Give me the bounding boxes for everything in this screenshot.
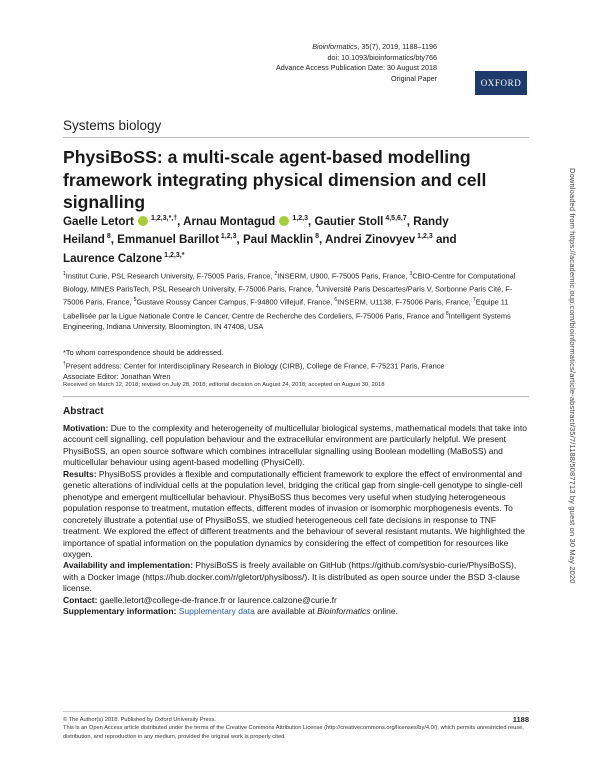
paper-title: PhysiBoSS: a multi-scale agent-based modelling framework integrating physical dimension and cell signalling <box>63 147 487 212</box>
affiliation-number: 3 <box>409 271 413 277</box>
results-text: PhysiBoSS provides a flexible and computationally efficient framework to explore the effect of environmental and genetic alterations of individual cells at the population level, bridging the critical gap from single-cell genotype to single-cell phenotype and emergent multicellular behaviour. PhysiBoSS thus becomes very useful when studying heterogeneous population response to treatment, mutation effects, different modes of invasion or isomorphic morphogenesis events. To concretely illustrate a potential use of PhysiBoSS, we studied heterogeneous cell fate decisions in response to TNF treatment. We explored the effect of different treatments and the behaviour of several resistant mutants. We highlighted the importance of spatial information on the population dynamics by considering the effect of competition for resources like oxygen. <box>63 468 525 559</box>
availability-text[interactable]: PhysiBoSS is freely available on GitHub (https://github.com/sysbio-curie/PhysiBoSS), with a Docker image (https://hub.docker.com/r/gletort/physiboss/). It is distributed as open source under the BSD 3-clause license. <box>63 560 520 594</box>
supplementary-journal: Bioinformatics <box>317 606 371 617</box>
author-affiliation-marker: 8 <box>104 233 111 241</box>
affiliation-text: INSERM, U1138, F-75006 Paris, France, <box>337 297 473 307</box>
supplementary-end-text: online. <box>370 606 398 617</box>
affiliations <box>63 269 529 332</box>
motivation-label: Motivation: <box>63 423 109 433</box>
journal-citation <box>276 42 437 53</box>
author-name: Gautier Stoll <box>314 214 384 228</box>
supplementary-mid-text: are available at <box>254 606 318 617</box>
abstract-divider <box>63 396 529 397</box>
affiliation-number: 4 <box>315 284 319 291</box>
author-affiliation-marker: 1,2,3,*,† <box>149 215 178 222</box>
author-affiliation-marker: 1,2,3 <box>218 233 237 241</box>
author-name: Gaelle Letort <box>63 214 134 228</box>
doi[interactable]: doi: 10.1093/bioinformatics/bty766 <box>327 52 437 62</box>
journal-name: Bioinformatics <box>312 42 358 51</box>
oxford-logo: OXFORD <box>475 71 527 95</box>
abstract-results <box>63 469 529 561</box>
affiliation-number: 8 <box>445 310 449 317</box>
page-number: 1188 <box>512 715 529 724</box>
affiliation-text: Université Paris Descartes/Paris V, Sorbonne Paris Cité, F-75006 Paris, France, <box>63 284 513 307</box>
abstract-availability <box>63 560 529 594</box>
contact-label: Contact: <box>63 594 98 605</box>
abstract-contact <box>63 595 529 606</box>
orcid-icon[interactable] <box>138 216 148 226</box>
correspondence-note: *To whom correspondence should be addressed. <box>63 348 224 357</box>
affiliation-text: INSERM, U900, F-75005 Paris, France, <box>277 271 410 281</box>
download-watermark: Downloaded from https://academic.oup.com/bioinformatics/article-abstract/35/7/1188/5087713 by guest on 30 May 2020 <box>568 168 577 584</box>
results-label: Results: <box>63 468 97 479</box>
journal-meta <box>276 42 437 84</box>
affiliation-text: Gustave Roussy Cancer Campus, F-94800 Villejuif, France, <box>136 297 335 307</box>
author-affiliation-marker: 4,5,6,7 <box>383 215 407 222</box>
author-name: Laurence Calzone <box>63 251 163 265</box>
author-affiliation-marker: 1,2,3 <box>290 215 308 222</box>
present-address-text: Present address: Center for Interdisciplinary Research in Biology (CIRB), College de France, F-75231 Paris, France <box>65 361 445 371</box>
motivation-text: Due to the complexity and heterogeneity of multicellular biological systems, mathematical models that take into account cell signalling, cell population behaviour and the extracellular environment are particularly helpful. We present PhysiBoSS, an open source software which combines intracellular signalling using Boolean modelling (MaBoSS) and multicellular behaviour using agent-based modelling (PhysiCell). <box>63 423 527 468</box>
author-affiliation-marker: 8 <box>313 233 320 241</box>
abstract-supplementary <box>63 606 529 617</box>
article-type: Original Paper <box>391 73 437 83</box>
author-affiliation-marker: 1,2,3,* <box>162 251 185 259</box>
section-label: Systems biology <box>63 118 162 133</box>
received-dates: Received on March 12, 2018; revised on July 28, 2018; editorial decision on August 24, 2018; accepted on August 30, 2018 <box>63 382 385 388</box>
affiliation-number: 1 <box>63 271 66 277</box>
author-name: Emmanuel Barillot <box>117 233 219 247</box>
license-text: This is an Open Access article distributed under the terms of the Creative Commons Attribution License (http://creativecommons.org/licenses/by/4.0/), which permits unrestricted reuse, distribution, and reproduction in any medium, provided the original work is properly cited. <box>63 725 524 740</box>
author-name: Paul Macklin <box>242 233 314 247</box>
associate-editor: Associate Editor: Jonathan Wren <box>63 371 171 381</box>
footer-divider <box>63 711 529 712</box>
affiliation-number: 5 <box>133 297 137 304</box>
affiliation-text: Equipe 11 Labellisée par la Ligue Nationale Contre le Cancer, Centre de Recherche des Cordeliers, F-75006 Paris, France and <box>63 297 509 320</box>
abstract-body <box>63 423 529 618</box>
affiliation-number: 2 <box>274 271 278 277</box>
contact-emails[interactable]: gaelle.letort@college-de-france.fr or laurence.calzone@curie.fr <box>97 594 337 605</box>
author-name: Andrei Zinovyev <box>325 233 416 247</box>
author-list: Gaelle Letort $^{1,2,3,*,\dagger}$, Arnau Montagud $^{1,2,3}$, Gautier Stoll $^{4,5,6,7}$, Randy Heiland $^8$, Emmanuel Barillot $^{1,2,3}$, Paul Macklin $^8$, Andrei Zinovyev $^{1,2,3}$ and Laurence Calzone $^{1,2,3,*}$ <box>63 214 457 265</box>
copyright: © The Author(s) 2018. Published by Oxford University Press. <box>63 717 216 723</box>
affiliation-number: 7 <box>472 297 476 304</box>
present-address-note <box>63 359 529 372</box>
supplementary-data-link[interactable]: Supplementary data <box>178 606 255 617</box>
orcid-icon[interactable] <box>279 216 289 226</box>
advance-access-date: Advance Access Publication Date: 30 August 2018 <box>275 63 437 73</box>
affiliation-text: Intelligent Systems Engineering, Indiana University, Bloomington, IN 47408, USA <box>63 310 511 331</box>
abstract-motivation <box>63 423 529 469</box>
title-divider <box>63 137 529 138</box>
author-notes <box>63 348 529 383</box>
supplementary-label: Supplementary information: <box>63 606 177 617</box>
author-affiliation-marker: 1,2,3 <box>415 233 433 241</box>
author-name: Arnau Montagud <box>183 214 276 228</box>
affiliation-text: CBIO-Centre for Computational Biology, MINES ParisTech, PSL Research University, F-75006 Paris, France, <box>63 271 516 294</box>
footer <box>63 716 529 741</box>
affiliation-number: 6 <box>334 297 338 304</box>
affiliation-text: Institut Curie, PSL Research University, F-75005 Paris, France, <box>65 271 275 281</box>
availability-label: Availability and implementation: <box>63 560 194 571</box>
abstract-heading: Abstract <box>63 406 104 417</box>
author-name: Randy Heiland <box>63 214 449 247</box>
citation-text: , 35(7), 2019, 1188–1196 <box>357 42 437 51</box>
present-address-marker: † <box>63 360 66 367</box>
